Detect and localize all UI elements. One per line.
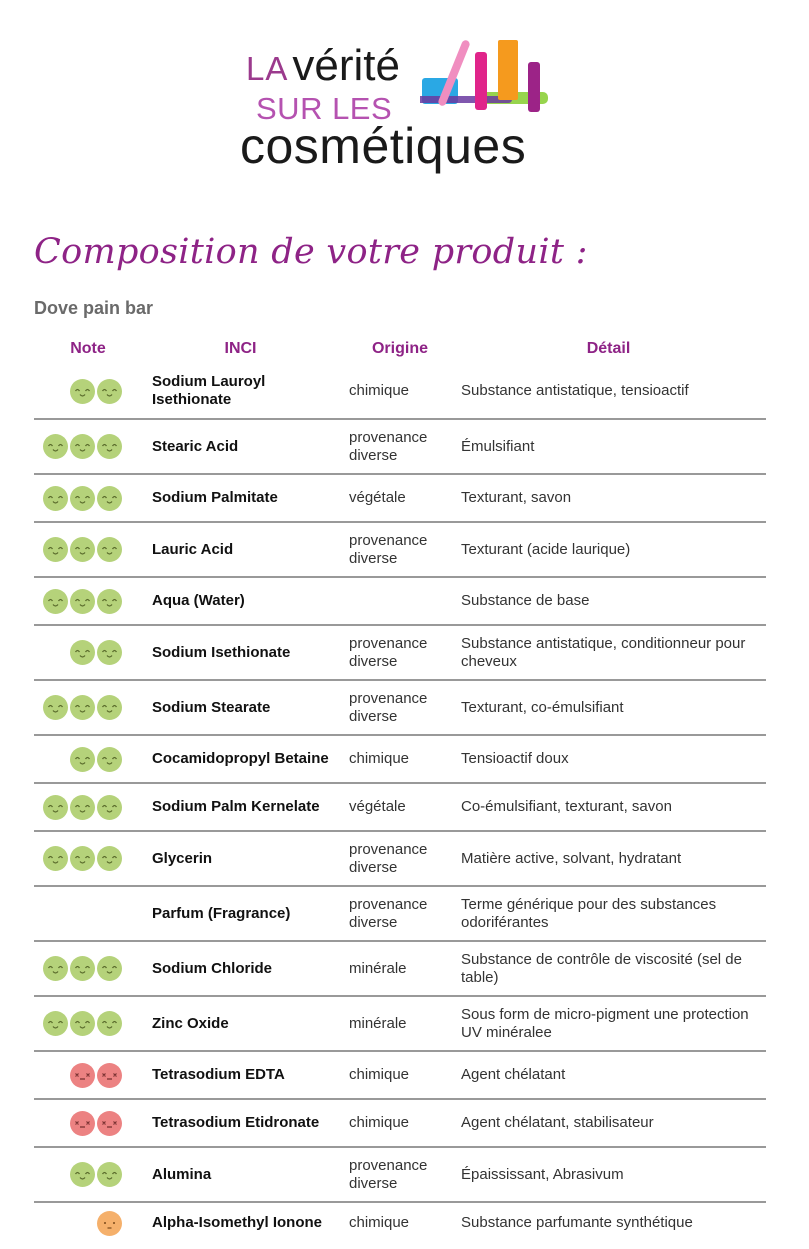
detail-cell: Co-émulsifiant, texturant, savon [461, 798, 672, 815]
inci-cell[interactable]: Stearic Acid [152, 437, 239, 455]
smiley-good-icon [97, 486, 122, 511]
rating-cell [34, 1162, 142, 1187]
origine-cell: provenance diverse [349, 428, 428, 464]
inci-cell[interactable]: Zinc Oxide [152, 1014, 229, 1032]
table-row[interactable] [34, 578, 766, 626]
logo-line-3: cosmétiques [240, 118, 527, 174]
origine-cell: minérale [349, 959, 407, 977]
detail-cell: Substance de base [461, 592, 590, 609]
smiley-good-icon [97, 747, 122, 772]
inci-cell[interactable]: Cocamidopropyl Betaine [152, 750, 329, 767]
detail-cell: Tensioactif doux [461, 750, 569, 767]
logo-line-2: SUR LES [256, 91, 393, 126]
rating-cell [34, 537, 142, 562]
table-row[interactable] [34, 1100, 766, 1148]
rating-cell [34, 640, 142, 665]
smiley-good-icon [70, 640, 95, 665]
cosmetics-illustration-icon [420, 30, 560, 120]
smiley-good-icon [70, 434, 95, 459]
detail-cell: Émulsifiant [461, 437, 535, 455]
table-header [34, 334, 766, 364]
page-title: Composition de votre produit : [34, 232, 588, 272]
inci-cell[interactable]: Parfum (Fragrance) [152, 904, 291, 922]
smiley-good-icon [70, 486, 95, 511]
smiley-good-icon [70, 846, 95, 871]
smiley-good-icon [97, 956, 122, 981]
detail-cell: Agent chélatant, stabilisateur [461, 1114, 654, 1131]
table-row[interactable] [34, 942, 766, 997]
origine-cell: chimique [349, 750, 410, 767]
table-body [34, 364, 766, 1243]
smiley-neutral-icon [97, 1211, 122, 1236]
rating-cell [34, 1011, 142, 1036]
origine-cell: chimique [349, 1214, 410, 1231]
logo-verite: vérité [292, 41, 400, 90]
smiley-good-icon [97, 846, 122, 871]
smiley-good-icon [97, 640, 122, 665]
detail-cell: Épaississant, Abrasivum [461, 1165, 624, 1183]
smiley-good-icon [70, 589, 95, 614]
inci-cell[interactable]: Alpha-Isomethyl Ionone [152, 1214, 323, 1231]
smiley-good-icon [43, 795, 68, 820]
inci-cell[interactable]: Sodium Palm Kernelate [152, 798, 320, 815]
table-row[interactable] [34, 1148, 766, 1203]
smiley-good-icon [43, 1011, 68, 1036]
table-row[interactable] [34, 1203, 766, 1243]
table-row[interactable] [34, 626, 766, 681]
table-row[interactable] [34, 736, 766, 784]
smiley-good-icon [70, 1162, 95, 1187]
inci-cell[interactable]: Glycerin [152, 849, 213, 867]
detail-cell: Texturant, savon [461, 489, 572, 506]
header-note: Note [70, 340, 106, 357]
rating-cell [34, 589, 142, 614]
logo-la: LA [246, 50, 289, 87]
header-detail: Détail [586, 340, 631, 357]
detail-cell: Substance parfumante synthétique [461, 1214, 693, 1231]
table-row[interactable] [34, 523, 766, 578]
header-origine: Origine [371, 340, 428, 357]
origine-cell: provenance diverse [349, 840, 428, 876]
smiley-good-icon [97, 795, 122, 820]
smiley-good-icon [97, 695, 122, 720]
origine-cell: provenance diverse [349, 634, 428, 670]
inci-cell[interactable]: Tetrasodium EDTA [152, 1066, 285, 1083]
origine-cell: chimique [349, 1066, 410, 1083]
rating-cell [34, 795, 142, 820]
site-logo[interactable] [240, 30, 570, 180]
smiley-bad-icon [70, 1063, 95, 1088]
detail-cell: Terme générique pour des substances odoriférantes [461, 895, 717, 931]
rating-cell [34, 486, 142, 511]
smiley-good-icon [43, 956, 68, 981]
smiley-good-icon [97, 589, 122, 614]
origine-cell: provenance diverse [349, 531, 428, 567]
detail-cell: Matière active, solvant, hydratant [461, 849, 682, 867]
composition-table [34, 334, 766, 1243]
inci-cell[interactable]: Sodium Lauroyl Isethionate [152, 373, 266, 408]
smiley-good-icon [43, 695, 68, 720]
smiley-bad-icon [97, 1063, 122, 1088]
smiley-good-icon [43, 486, 68, 511]
rating-cell [34, 434, 142, 459]
smiley-good-icon [97, 434, 122, 459]
table-row[interactable] [34, 681, 766, 736]
table-row[interactable] [34, 997, 766, 1052]
smiley-good-icon [43, 537, 68, 562]
rating-cell [34, 379, 142, 404]
header-inci: INCI [224, 340, 257, 357]
detail-cell: Substance de contrôle de viscosité (sel de table) [461, 950, 742, 986]
table-row[interactable] [34, 420, 766, 475]
logo-line-1 [246, 41, 400, 91]
detail-cell: Substance antistatique, conditionneur pour cheveux [461, 634, 746, 670]
inci-cell[interactable]: Sodium Stearate [152, 698, 271, 716]
table-row[interactable] [34, 784, 766, 832]
table-row[interactable] [34, 1052, 766, 1100]
rating-cell [34, 1111, 142, 1136]
origine-cell: minérale [349, 1014, 407, 1032]
smiley-good-icon [70, 747, 95, 772]
origine-cell: provenance diverse [349, 895, 428, 931]
detail-cell: Sous form de micro-pigment une protection UV minéralee [461, 1005, 749, 1041]
inci-cell[interactable]: Aqua (Water) [152, 592, 245, 609]
inci-cell[interactable]: Sodium Chloride [152, 959, 272, 977]
detail-cell: Substance antistatique, tensioactif [461, 382, 689, 399]
origine-cell: provenance diverse [349, 689, 428, 725]
origine-cell: chimique [349, 382, 410, 399]
rating-cell [34, 846, 142, 871]
smiley-good-icon [70, 379, 95, 404]
smiley-good-icon [97, 537, 122, 562]
smiley-good-icon [97, 379, 122, 404]
table-row[interactable] [34, 475, 766, 523]
product-name: Dove pain bar [34, 298, 154, 318]
origine-cell: provenance diverse [349, 1156, 428, 1192]
smiley-good-icon [43, 589, 68, 614]
rating-cell [34, 747, 142, 772]
smiley-good-icon [70, 537, 95, 562]
table-row[interactable] [34, 364, 766, 420]
rating-cell [34, 956, 142, 981]
smiley-good-icon [70, 795, 95, 820]
smiley-bad-icon [70, 1111, 95, 1136]
detail-cell: Agent chélatant [461, 1066, 566, 1083]
detail-cell: Texturant, co-émulsifiant [461, 698, 624, 716]
smiley-good-icon [70, 1011, 95, 1036]
smiley-good-icon [43, 434, 68, 459]
rating-cell [34, 1211, 142, 1236]
smiley-good-icon [97, 1011, 122, 1036]
table-row[interactable] [34, 887, 766, 942]
smiley-bad-icon [97, 1111, 122, 1136]
detail-cell: Texturant (acide laurique) [461, 540, 631, 558]
origine-cell: végétale [349, 489, 406, 506]
smiley-good-icon [70, 956, 95, 981]
smiley-good-icon [43, 846, 68, 871]
rating-cell [34, 695, 142, 720]
inci-cell[interactable]: Tetrasodium Etidronate [152, 1114, 320, 1131]
inci-cell[interactable]: Sodium Isethionate [152, 643, 291, 661]
inci-cell[interactable]: Alumina [152, 1165, 212, 1183]
inci-cell[interactable]: Lauric Acid [152, 540, 234, 558]
origine-cell: végétale [349, 798, 406, 815]
table-row[interactable] [34, 832, 766, 887]
rating-cell [34, 1063, 142, 1088]
smiley-good-icon [97, 1162, 122, 1187]
smiley-good-icon [70, 695, 95, 720]
inci-cell[interactable]: Sodium Palmitate [152, 489, 278, 506]
origine-cell: chimique [349, 1114, 410, 1131]
